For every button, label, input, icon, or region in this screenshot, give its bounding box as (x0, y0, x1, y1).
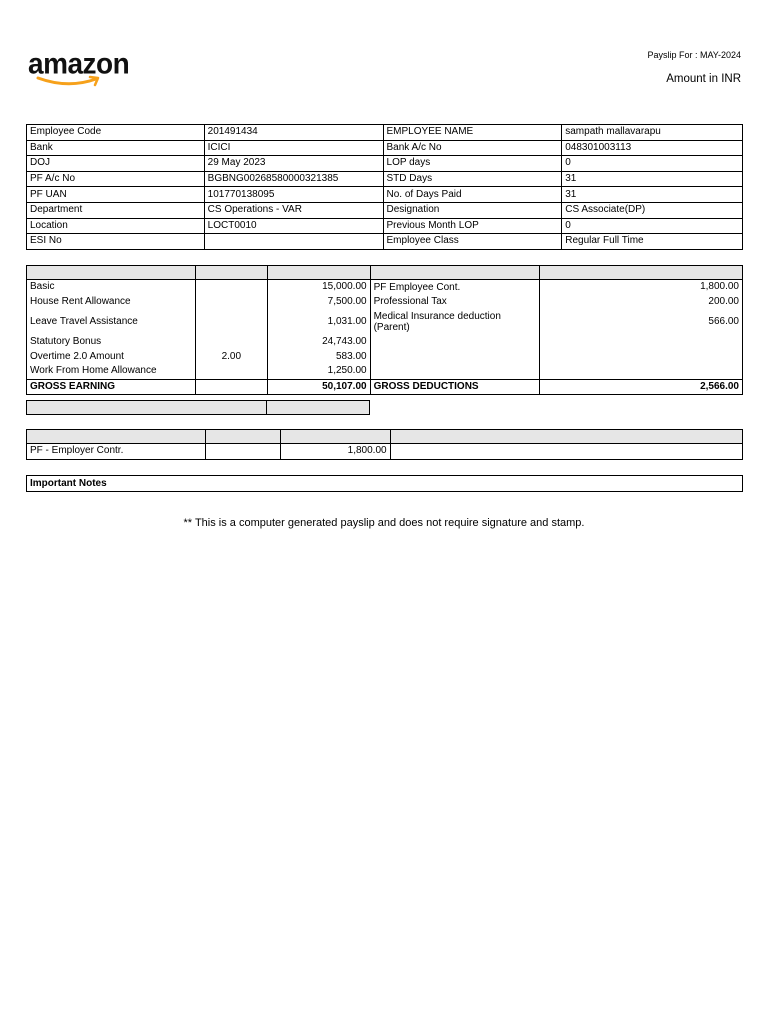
header-cell (370, 266, 540, 280)
empty-cell (390, 444, 742, 460)
table-row (27, 444, 743, 460)
field-label: ESI No (27, 234, 205, 250)
gross-deductions-label: GROSS DEDUCTIONS (370, 379, 540, 395)
field-label: Department (27, 202, 205, 218)
earning-qty (195, 295, 267, 310)
deduction-amount: 566.00 (540, 309, 743, 335)
earning-label: Basic (27, 280, 196, 295)
field-label: EMPLOYEE NAME (383, 125, 562, 141)
table-row (27, 350, 743, 365)
deduction-amount (540, 364, 743, 379)
logo-text: amazon (28, 47, 130, 80)
earning-amount: 583.00 (267, 350, 370, 365)
earning-amount: 1,250.00 (267, 364, 370, 379)
table-row (27, 156, 743, 172)
earning-amount: 15,000.00 (267, 280, 370, 295)
contributions-header-row (27, 430, 743, 444)
pf-employer-label: PF - Employer Contr. (27, 444, 206, 460)
table-row (27, 140, 743, 156)
header-cell (195, 266, 267, 280)
earning-label: Leave Travel Assistance (27, 309, 196, 335)
field-value: sampath mallavarapu (562, 125, 743, 141)
field-value: 0 (562, 156, 743, 172)
field-value: 101770138095 (204, 187, 383, 203)
table-row (27, 280, 743, 295)
header-cell (280, 430, 390, 444)
amazon-logo (28, 47, 130, 94)
earning-amount: 1,031.00 (267, 309, 370, 335)
earning-qty (195, 309, 267, 335)
field-label: Designation (383, 202, 562, 218)
field-label: Previous Month LOP (383, 218, 562, 234)
table-row (27, 125, 743, 141)
currency-note: Amount in INR (666, 73, 741, 85)
header-cell (205, 430, 280, 444)
field-value: 201491434 (204, 125, 383, 141)
earning-qty: 2.00 (195, 350, 267, 365)
table-row (27, 234, 743, 250)
earning-qty (195, 335, 267, 350)
table-row (27, 171, 743, 187)
employee-info-table (26, 124, 743, 250)
field-label: LOP days (383, 156, 562, 172)
gross-deductions-amount: 2,566.00 (540, 379, 743, 395)
gross-earning-amount: 50,107.00 (267, 379, 370, 395)
earning-qty (195, 280, 267, 295)
field-value: 29 May 2023 (204, 156, 383, 172)
field-label: DOJ (27, 156, 205, 172)
deduction-label (370, 350, 540, 365)
field-label: Location (27, 218, 205, 234)
field-value: LOCT0010 (204, 218, 383, 234)
field-label: Bank (27, 140, 205, 156)
field-label: STD Days (383, 171, 562, 187)
important-notes-title: Important Notes (27, 476, 743, 492)
field-value: 31 (562, 187, 743, 203)
net-pay-value-cell (267, 401, 370, 415)
earning-qty (195, 364, 267, 379)
table-row (27, 335, 743, 350)
smile-arrow-icon (36, 75, 106, 89)
deduction-label: Medical Insurance deduction (Parent) (370, 309, 540, 335)
earning-label: Overtime 2.0 Amount (27, 350, 196, 365)
deduction-amount (540, 350, 743, 365)
field-label: PF UAN (27, 187, 205, 203)
field-label: Employee Class (383, 234, 562, 250)
gross-earning-qty (195, 379, 267, 395)
table-row (27, 309, 743, 335)
field-value: 31 (562, 171, 743, 187)
earning-amount: 7,500.00 (267, 295, 370, 310)
field-value: ICICI (204, 140, 383, 156)
pf-employer-amount: 1,800.00 (280, 444, 390, 460)
header-cell (267, 266, 370, 280)
table-row (27, 187, 743, 203)
footer-disclaimer: ** This is a computer generated payslip and does not require signature and stamp. (183, 517, 585, 529)
field-value: 048301003113 (562, 140, 743, 156)
field-label: PF A/c No (27, 171, 205, 187)
gross-totals-row (27, 379, 743, 395)
important-notes-box (26, 475, 743, 492)
deduction-amount (540, 335, 743, 350)
earning-label: Statutory Bonus (27, 335, 196, 350)
table-row (27, 202, 743, 218)
table-row (27, 218, 743, 234)
net-pay-label-cell (27, 401, 267, 415)
field-label: No. of Days Paid (383, 187, 562, 203)
earnings-deductions-table (26, 265, 743, 395)
gross-earning-label: GROSS EARNING (27, 379, 196, 395)
deduction-label: PF Employee Cont. (370, 280, 540, 295)
field-value: CS Associate(DP) (562, 202, 743, 218)
table-row (27, 295, 743, 310)
pf-employer-qty (205, 444, 280, 460)
field-value: 0 (562, 218, 743, 234)
header-cell (540, 266, 743, 280)
deduction-amount: 200.00 (540, 295, 743, 310)
earning-label: Work From Home Allowance (27, 364, 196, 379)
earning-label: House Rent Allowance (27, 295, 196, 310)
employer-contributions-table (26, 429, 743, 460)
header-cell (27, 266, 196, 280)
table-row (27, 364, 743, 379)
header-cell (27, 430, 206, 444)
deduction-label (370, 335, 540, 350)
deduction-amount: 1,800.00 (540, 280, 743, 295)
field-value: Regular Full Time (562, 234, 743, 250)
deduction-label (370, 364, 540, 379)
header-cell (390, 430, 742, 444)
net-pay-bar (26, 400, 370, 415)
field-value: CS Operations - VAR (204, 202, 383, 218)
field-label: Bank A/c No (383, 140, 562, 156)
earning-amount: 24,743.00 (267, 335, 370, 350)
field-label: Employee Code (27, 125, 205, 141)
deduction-label: Professional Tax (370, 295, 540, 310)
field-value (204, 234, 383, 250)
earnings-header-row (27, 266, 743, 280)
field-value: BGBNG00268580000321385 (204, 171, 383, 187)
payslip-period: Payslip For : MAY-2024 (647, 50, 741, 60)
